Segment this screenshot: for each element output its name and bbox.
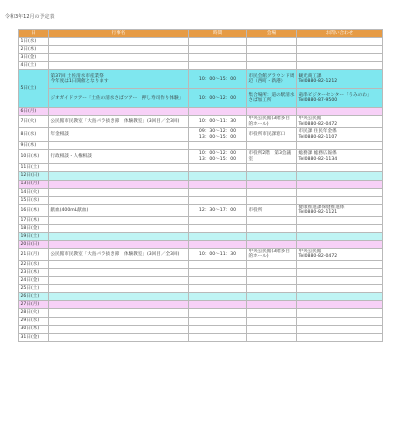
contact-cell [297,240,383,248]
venue-cell [247,333,297,341]
event-name-cell [49,301,189,309]
event-name-cell [49,172,189,180]
table-row [19,196,383,204]
venue-cell [247,142,297,150]
day-cell: 4日(土) [19,62,49,70]
table-row [19,285,383,293]
table-row [19,277,383,285]
time-cell [189,325,247,333]
event-name-cell [49,268,189,276]
event-name-cell [49,62,189,70]
time-cell [189,224,247,232]
day-cell: 2日(木) [19,46,49,54]
venue-cell [247,232,297,240]
page-title: 令和3年12月の予定表 [5,14,55,20]
table-row [19,62,383,70]
contact-cell [297,38,383,46]
venue-cell [247,301,297,309]
contact-cell [297,285,383,293]
event-name-cell [49,46,189,54]
day-cell: 17日(木) [19,216,49,224]
event-name-cell [49,54,189,62]
table-row [19,142,383,150]
event-name-cell [49,293,189,301]
day-cell: 16日(木) [19,204,49,216]
table-row [19,301,383,309]
venue-cell: 市民会館グラウンド周辺（西町・新港） [247,70,297,89]
venue-cell: 市役所2階 第3会議室 [247,150,297,164]
venue-cell [247,268,297,276]
day-cell: 27日(月) [19,301,49,309]
time-cell [189,260,247,268]
contact-cell [297,293,383,301]
table-row [19,309,383,317]
event-name-cell: 献血(400mL献血) [49,204,189,216]
contact-cell [297,309,383,317]
event-name-cell [49,108,189,116]
time-cell [189,240,247,248]
time-cell [189,54,247,62]
venue-cell: 中央公民館(3階多目的ホール) [247,249,297,261]
venue-cell [247,240,297,248]
header-time: 時間 [189,30,247,38]
table-row [19,180,383,188]
venue-cell [247,180,297,188]
venue-cell [247,164,297,172]
day-cell: 29日(水) [19,317,49,325]
header-event: 行事名 [49,30,189,38]
time-cell: 09：30～12：00 13：00～15：00 [189,128,247,142]
table-row [19,325,383,333]
day-cell: 26日(土) [19,293,49,301]
table-row [19,260,383,268]
day-cell: 20日(日) [19,240,49,248]
event-name-cell: 公民館市民教室「大島パラ抜き節 体験教室」(3回目／全3回) [49,116,189,128]
table-row [19,46,383,54]
contact-cell: 健康推進課保健推進係 Tel0880-82-1121 [297,204,383,216]
event-name-cell: ジオガイドツアー「土佐の清水さばツアー 押し寿司作り体験」 [49,89,189,108]
table-row [19,333,383,341]
time-cell [189,172,247,180]
day-cell: 21日(月) [19,249,49,261]
day-cell: 25日(土) [19,285,49,293]
table-row [19,232,383,240]
event-name-cell [49,232,189,240]
venue-cell [247,196,297,204]
contact-cell [297,277,383,285]
contact-cell [297,62,383,70]
venue-cell [247,224,297,232]
event-name-cell: 年金相談 [49,128,189,142]
day-cell: 30日(木) [19,325,49,333]
time-cell [189,216,247,224]
table-row [19,164,383,172]
contact-cell: 竜串ビジターセンター「うみのわ」 Tel0880-87-9500 [297,89,383,108]
event-name-cell [49,240,189,248]
day-cell: 22日(水) [19,260,49,268]
venue-cell [247,216,297,224]
day-cell: 9日(木) [19,142,49,150]
event-name-cell [49,277,189,285]
table-row [19,240,383,248]
time-cell [189,333,247,341]
time-cell [189,188,247,196]
venue-cell: 市役所 [247,204,297,216]
schedule-body [19,38,383,342]
contact-cell [297,54,383,62]
event-name-cell [49,285,189,293]
venue-cell [247,293,297,301]
venue-cell: 中央公民館(3階多目的ホール) [247,116,297,128]
time-cell [189,293,247,301]
contact-cell [297,108,383,116]
time-cell: 10：00～12：00 [189,89,247,108]
event-name-cell [49,188,189,196]
event-name-cell [49,38,189,46]
day-cell: 28日(火) [19,309,49,317]
event-name-cell [49,164,189,172]
day-cell: 14日(火) [19,188,49,196]
contact-cell [297,188,383,196]
time-cell: 10：00～11：30 [189,116,247,128]
venue-cell: 市役所市民課窓口 [247,128,297,142]
time-cell [189,38,247,46]
day-cell: 31日(金) [19,333,49,341]
day-cell: 6日(月) [19,108,49,116]
contact-cell: 総務課 総務広報係 Tel0880-82-1134 [297,150,383,164]
venue-cell [247,108,297,116]
event-name-cell [49,317,189,325]
table-row [19,224,383,232]
day-cell: 19日(土) [19,232,49,240]
contact-cell [297,164,383,172]
event-name-cell [49,333,189,341]
time-cell: 10：00～11：30 [189,249,247,261]
table-row [19,38,383,46]
contact-cell [297,196,383,204]
time-cell [189,317,247,325]
contact-cell: 市民課 住民年金係 Tel0880-82-1107 [297,128,383,142]
contact-cell [297,317,383,325]
header-day: 日 [19,30,49,38]
table-row [19,89,383,108]
contact-cell [297,301,383,309]
contact-cell [297,268,383,276]
venue-cell [247,46,297,54]
venue-cell [247,285,297,293]
table-row [19,216,383,224]
event-name-cell [49,260,189,268]
time-cell [189,196,247,204]
time-cell [189,309,247,317]
time-cell [189,232,247,240]
table-row [19,116,383,128]
time-cell [189,142,247,150]
time-cell [189,301,247,309]
venue-cell [247,325,297,333]
contact-cell [297,46,383,54]
table-row [19,108,383,116]
day-cell: 18日(金) [19,224,49,232]
venue-cell [247,317,297,325]
day-cell: 13日(月) [19,180,49,188]
contact-cell [297,333,383,341]
event-name-cell [49,196,189,204]
table-row [19,128,383,142]
venue-cell [247,309,297,317]
table-row [19,150,383,164]
contact-cell: 中央公民館 Tel0880-82-0472 [297,249,383,261]
day-cell: 3日(金) [19,54,49,62]
event-name-cell [49,325,189,333]
contact-cell [297,172,383,180]
contact-cell [297,142,383,150]
time-cell [189,180,247,188]
day-cell: 12日(日) [19,172,49,180]
time-cell [189,285,247,293]
time-cell: 10：00～15：00 [189,70,247,89]
table-row [19,188,383,196]
time-cell [189,277,247,285]
time-cell [189,164,247,172]
event-name-cell: 第37回 土佐清水市産業祭 今年度は1日開催となります [49,70,189,89]
event-name-cell: 公民館市民教室「大島パラ抜き節 体験教室」(3回目／全3回) [49,249,189,261]
contact-cell [297,180,383,188]
event-name-cell [49,180,189,188]
venue-cell: 集合場所：道の駅清水さば加工所 [247,89,297,108]
time-cell: 10：00～12：00 13：00～15：00 [189,150,247,164]
day-cell: 10日(木) [19,150,49,164]
day-cell: 11日(土) [19,164,49,172]
table-row [19,249,383,261]
event-name-cell [49,216,189,224]
time-cell: 12：30～17：00 [189,204,247,216]
day-cell: 5日(土) [19,70,49,108]
table-row [19,172,383,180]
event-name-cell: 行政相談・人権相談 [49,150,189,164]
day-cell: 8日(水) [19,128,49,142]
contact-cell [297,260,383,268]
venue-cell [247,277,297,285]
contact-cell: 観光商工課 Tel0880-82-1212 [297,70,383,89]
venue-cell [247,62,297,70]
contact-cell [297,232,383,240]
table-row [19,70,383,89]
event-name-cell [49,309,189,317]
time-cell [189,108,247,116]
event-name-cell [49,224,189,232]
venue-cell [247,54,297,62]
time-cell [189,268,247,276]
table-row [19,317,383,325]
table-row [19,293,383,301]
contact-cell [297,216,383,224]
venue-cell [247,260,297,268]
table-row [19,204,383,216]
event-name-cell [49,142,189,150]
table-row [19,54,383,62]
venue-cell [247,172,297,180]
venue-cell [247,188,297,196]
contact-cell: 中央公民館 Tel0880-82-0472 [297,116,383,128]
table-row [19,268,383,276]
header-row [19,30,383,38]
day-cell: 24日(金) [19,277,49,285]
day-cell: 15日(水) [19,196,49,204]
schedule-table [18,29,383,342]
time-cell [189,62,247,70]
contact-cell [297,224,383,232]
header-venue: 会場 [247,30,297,38]
day-cell: 7日(火) [19,116,49,128]
contact-cell [297,325,383,333]
day-cell: 1日(水) [19,38,49,46]
day-cell: 23日(木) [19,268,49,276]
header-contact: お問い合わせ [297,30,383,38]
venue-cell [247,38,297,46]
time-cell [189,46,247,54]
